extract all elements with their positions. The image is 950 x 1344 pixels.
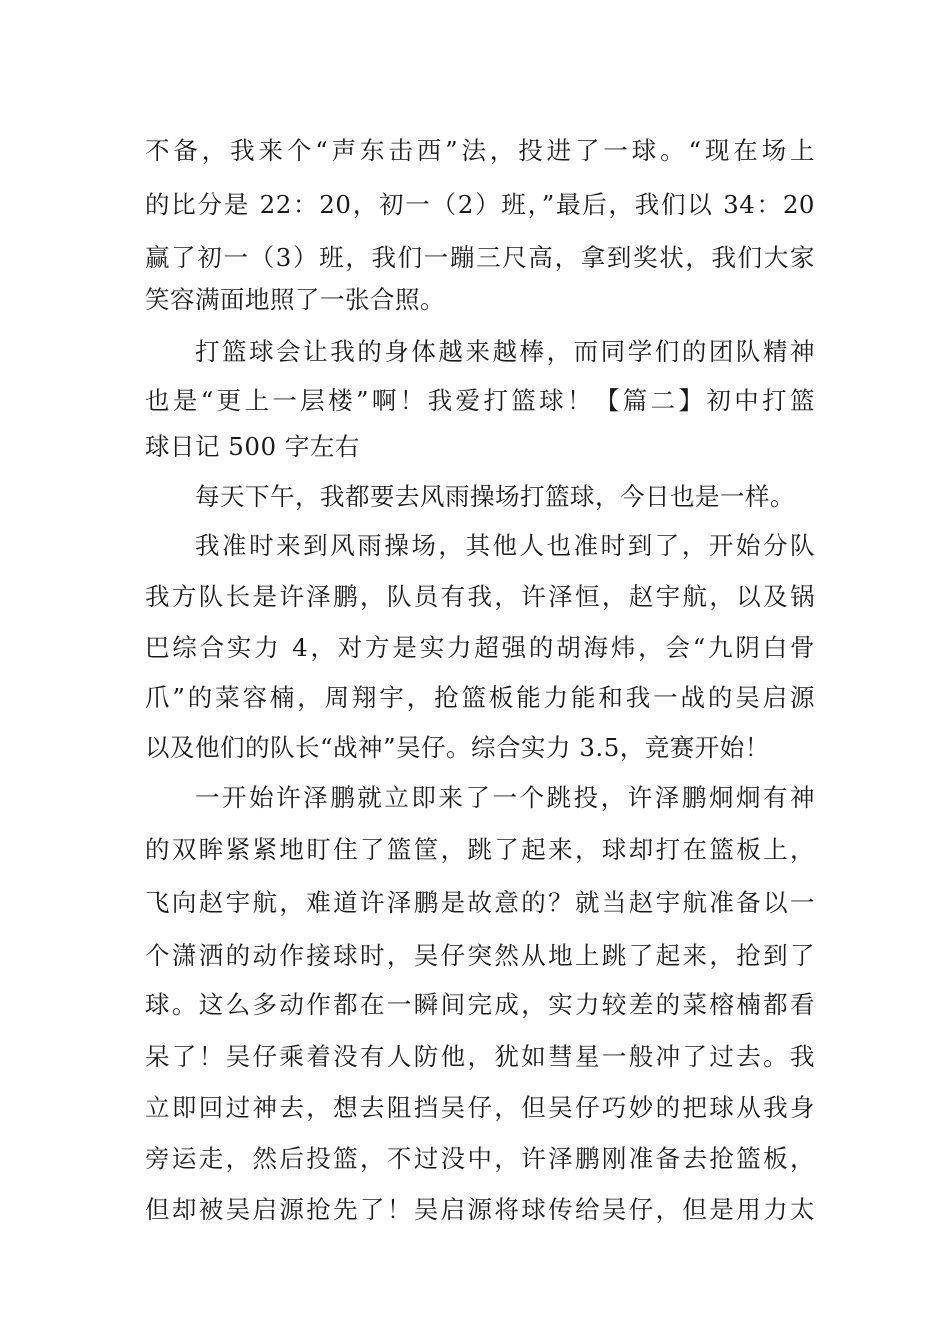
text-line: 笑容满面地照了一张合照。 (145, 285, 445, 314)
text-line: 以及他们的队长“战神”吴仔。综合实力 3.5，竞赛开始！ (145, 733, 770, 762)
text-line: 我方队长是许泽鹏，队员有我，许泽恒，赵宇航，以及锅 (145, 582, 815, 611)
text-line: 打篮球会让我的身体越来越棒，而同学们的团队精神 (195, 337, 815, 366)
text-line: 赢了初一（3）班，我们一蹦三尺高，拿到奖状，我们大家 (145, 243, 815, 272)
text-line: 球。这么多动作都在一瞬间完成，实力较差的菜榕楠都看 (145, 990, 815, 1019)
text-line: 一开始许泽鹏就立即来了一个跳投，许泽鹏炯炯有神 (195, 783, 815, 812)
text-line: 旁运走，然后投篮，不过没中，许泽鹏刚准备去抢篮板， (145, 1144, 815, 1173)
text-line: 呆了！吴仔乘着没有人防他，犹如彗星一般冲了过去。我 (145, 1042, 815, 1071)
text-line: 爪”的菜容楠，周翔宇，抢篮板能力能和我一战的吴启源 (145, 683, 815, 712)
text-line: 每天下午，我都要去风雨操场打篮球，今日也是一样。 (195, 482, 795, 511)
text-line: 个潇洒的动作接球时，吴仔突然从地上跳了起来，抢到了 (145, 941, 815, 970)
text-line: 的双眸紧紧地盯住了篮筐，跳了起来，球却打在篮板上， (145, 835, 815, 864)
text-line: 不备，我来个“声东击西”法，投进了一球。“现在场上 (145, 136, 815, 165)
text-line: 但却被吴启源抢先了！吴启源将球传给吴仔，但是用力太 (145, 1195, 815, 1224)
text-line: 球日记 500 字左右 (145, 432, 360, 461)
text-line: 也是“更上一层楼”啊！我爱打篮球！【篇二】初中打篮 (145, 386, 815, 415)
text-line: 的比分是 22：20，初一（2）班，”最后，我们以 34：20 (145, 190, 815, 219)
text-line: 巴综合实力 4，对方是实力超强的胡海炜，会“九阴白骨 (145, 633, 815, 662)
text-line: 立即回过神去，想去阻挡吴仔，但吴仔巧妙的把球从我身 (145, 1093, 815, 1122)
text-line: 我准时来到风雨操场，其他人也准时到了，开始分队 (195, 531, 815, 560)
text-line: 飞向赵宇航，难道许泽鹏是故意的？就当赵宇航准备以一 (145, 888, 815, 917)
